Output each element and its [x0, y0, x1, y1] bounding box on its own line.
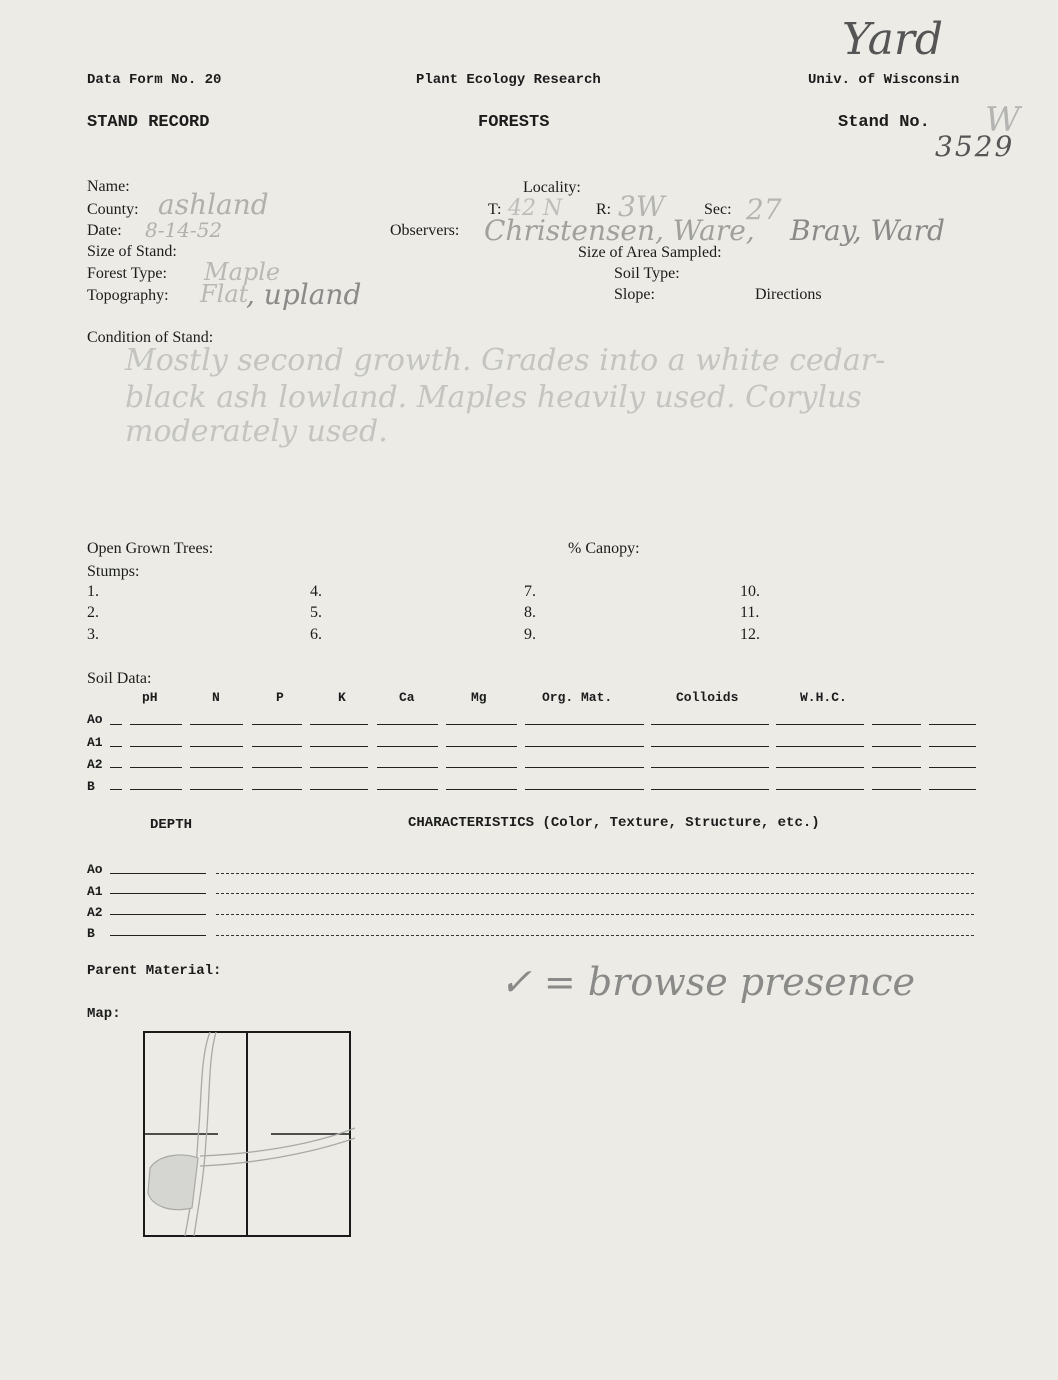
open-grown-trees-label: Open Grown Trees:: [87, 540, 214, 557]
sec-label: Sec:: [704, 201, 732, 218]
soil-cell-line: [130, 746, 182, 747]
size-of-stand-label: Size of Stand:: [87, 243, 177, 260]
soil-cell-line: [252, 767, 302, 768]
sec-value: 27: [746, 193, 782, 226]
forest-type-value: Maple: [204, 258, 281, 286]
soil-col-header: pH: [142, 690, 158, 705]
soil-cell-line: [872, 789, 921, 790]
soil-col-header: P: [276, 690, 284, 705]
county-value: ashland: [158, 188, 269, 221]
stump-number: 8.: [524, 604, 536, 621]
soil-cell-line: [130, 767, 182, 768]
depth-row-label: Ao: [87, 862, 103, 877]
soil-row-lead: [110, 767, 122, 768]
soil-col-header: W.H.C.: [800, 690, 847, 705]
county-label: County:: [87, 201, 139, 218]
depth-row-label: B: [87, 926, 95, 941]
handwritten-yard: Yard: [842, 14, 944, 65]
depth-solid-line: [110, 914, 206, 915]
soil-col-header: N: [212, 690, 220, 705]
stand-map: [140, 1028, 356, 1242]
form-number: Data Form No. 20: [87, 72, 222, 88]
slope-label: Slope:: [614, 286, 655, 303]
soil-cell-line: [252, 789, 302, 790]
stand-record-title: STAND RECORD: [87, 113, 210, 132]
soil-row-label: Ao: [87, 712, 103, 727]
soil-cell-line: [651, 767, 769, 768]
soil-cell-line: [872, 746, 921, 747]
soil-cell-line: [130, 724, 182, 725]
soil-cell-line: [377, 746, 438, 747]
date-label: Date:: [87, 222, 122, 239]
soil-cell-line: [130, 789, 182, 790]
soil-cell-line: [651, 746, 769, 747]
name-label: Name:: [87, 178, 130, 195]
topography-label: Topography:: [87, 287, 169, 304]
map-sketch-road: [200, 1138, 355, 1166]
soil-cell-line: [525, 724, 644, 725]
area-sampled-label: Size of Area Sampled:: [578, 244, 722, 261]
soil-type-label: Soil Type:: [614, 265, 680, 282]
observers-value: Christensen, Ware,: [484, 214, 755, 247]
depth-solid-line: [110, 893, 206, 894]
stand-number-value: 3529: [935, 130, 1015, 163]
soil-cell-line: [651, 789, 769, 790]
topography-value-2: , upland: [246, 278, 362, 311]
soil-cell-line: [872, 767, 921, 768]
map-sketch-lowland: [148, 1155, 198, 1210]
depth-row-label: A1: [87, 884, 103, 899]
depth-row-label: A2: [87, 905, 103, 920]
handwritten-w: W: [985, 100, 1020, 140]
soil-row-label: A2: [87, 757, 103, 772]
soil-cell-line: [929, 789, 976, 790]
depth-solid-line: [110, 873, 206, 874]
soil-cell-line: [310, 789, 368, 790]
stumps-label: Stumps:: [87, 563, 140, 580]
observers-label: Observers:: [390, 222, 460, 239]
soil-cell-line: [776, 789, 864, 790]
stump-number: 2.: [87, 604, 99, 621]
soil-cell-line: [377, 724, 438, 725]
characteristics-dashed-line: [216, 893, 974, 894]
soil-col-header: Colloids: [676, 690, 739, 705]
soil-cell-line: [446, 789, 517, 790]
soil-cell-line: [310, 767, 368, 768]
directions-label: Directions: [755, 286, 822, 303]
soil-cell-line: [525, 746, 644, 747]
stump-number: 10.: [740, 583, 760, 600]
stand-number-label: Stand No.: [838, 113, 930, 132]
soil-cell-line: [872, 724, 921, 725]
soil-col-header: K: [338, 690, 346, 705]
condition-label: Condition of Stand:: [87, 329, 214, 346]
depth-label: DEPTH: [150, 817, 193, 833]
soil-cell-line: [446, 746, 517, 747]
soil-cell-line: [377, 789, 438, 790]
stump-number: 4.: [310, 583, 322, 600]
t-label: T:: [488, 201, 502, 218]
depth-solid-line: [110, 935, 206, 936]
soil-cell-line: [776, 746, 864, 747]
forest-type-label: Forest Type:: [87, 265, 167, 282]
r-label: R:: [596, 201, 612, 218]
soil-cell-line: [776, 724, 864, 725]
stump-number: 7.: [524, 583, 536, 600]
characteristics-dashed-line: [216, 935, 974, 936]
characteristics-label: CHARACTERISTICS (Color, Texture, Structure, etc.): [408, 815, 820, 831]
soil-row-lead: [110, 724, 122, 725]
parent-material-label: Parent Material:: [87, 963, 222, 979]
stump-number: 6.: [310, 626, 322, 643]
t-value: 42 N: [508, 196, 563, 221]
soil-cell-line: [310, 746, 368, 747]
characteristics-dashed-line: [216, 873, 974, 874]
soil-cell-line: [252, 724, 302, 725]
soil-cell-line: [929, 724, 976, 725]
soil-cell-line: [525, 767, 644, 768]
soil-cell-line: [446, 724, 517, 725]
soil-cell-line: [377, 767, 438, 768]
soil-cell-line: [651, 724, 769, 725]
map-label: Map:: [87, 1006, 121, 1022]
topography-value: Flat: [200, 280, 249, 308]
condition-line: Mostly second growth. Grades into a white cedar-: [125, 343, 886, 378]
canopy-label: % Canopy:: [568, 540, 640, 557]
soil-cell-line: [190, 746, 243, 747]
soil-cell-line: [929, 746, 976, 747]
r-value: 3W: [618, 190, 665, 223]
soil-data-label: Soil Data:: [87, 670, 152, 687]
soil-cell-line: [310, 724, 368, 725]
soil-row-label: B: [87, 779, 95, 794]
characteristics-dashed-line: [216, 914, 974, 915]
stump-number: 5.: [310, 604, 322, 621]
condition-line: black ash lowland. Maples heavily used. Corylus: [125, 380, 862, 415]
condition-line: moderately used.: [125, 414, 388, 449]
soil-col-header: Ca: [399, 690, 415, 705]
browse-note: ✓ = browse presence: [500, 960, 916, 1004]
soil-cell-line: [190, 767, 243, 768]
stump-number: 9.: [524, 626, 536, 643]
stump-number: 12.: [740, 626, 760, 643]
soil-row-lead: [110, 789, 122, 790]
date-value: 8-14-52: [145, 218, 223, 242]
soil-row-label: A1: [87, 735, 103, 750]
observers-value-2: Bray, Ward: [790, 214, 945, 247]
forests-title: FORESTS: [478, 113, 550, 132]
organization: Plant Ecology Research: [416, 72, 601, 88]
soil-cell-line: [776, 767, 864, 768]
soil-col-header: Org. Mat.: [542, 690, 613, 705]
soil-cell-line: [190, 724, 243, 725]
map-sketch-road: [200, 1128, 355, 1156]
university: Univ. of Wisconsin: [808, 72, 960, 88]
soil-row-lead: [110, 746, 122, 747]
stump-number: 3.: [87, 626, 99, 643]
locality-label: Locality:: [523, 179, 581, 196]
soil-cell-line: [929, 767, 976, 768]
stump-number: 11.: [740, 604, 760, 621]
soil-cell-line: [252, 746, 302, 747]
soil-col-header: Mg: [471, 690, 487, 705]
soil-cell-line: [190, 789, 243, 790]
stump-number: 1.: [87, 583, 99, 600]
soil-cell-line: [446, 767, 517, 768]
soil-cell-line: [525, 789, 644, 790]
